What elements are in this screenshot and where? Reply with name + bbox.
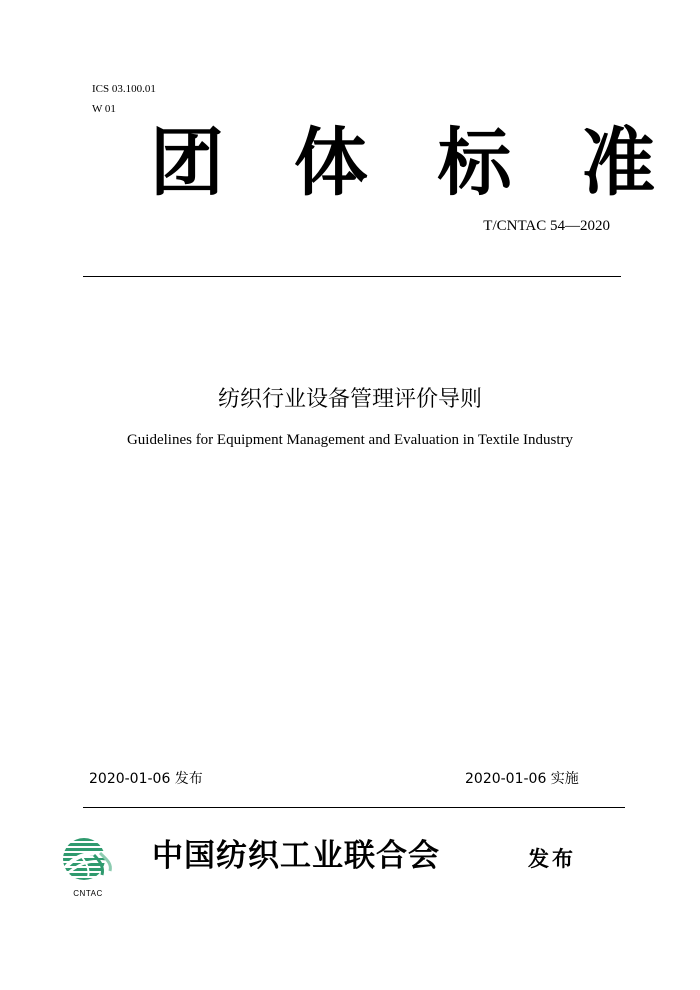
chinese-title: 纺织行业设备管理评价导则	[217, 387, 482, 412]
implement-date: 2020-01-06 实施	[465, 771, 579, 787]
standard-number: T/CNTAC 54—2020	[483, 218, 610, 234]
ccs-code: W 01	[92, 103, 116, 115]
english-title: Guidelines for Equipment Management and Evaluation in Textile Industry	[126, 432, 574, 448]
publish-label: 发布	[528, 846, 576, 871]
standard-type-heading: 团 体 标 准	[150, 120, 678, 206]
bottom-divider	[83, 807, 625, 808]
cntac-logo-icon	[60, 833, 114, 887]
top-divider	[83, 276, 621, 277]
logo-caption: CNTAC	[73, 889, 103, 898]
organization-name: 中国纺织工业联合会	[152, 838, 440, 874]
ics-code: ICS 03.100.01	[92, 83, 156, 95]
issue-date: 2020-01-06 发布	[89, 771, 203, 787]
